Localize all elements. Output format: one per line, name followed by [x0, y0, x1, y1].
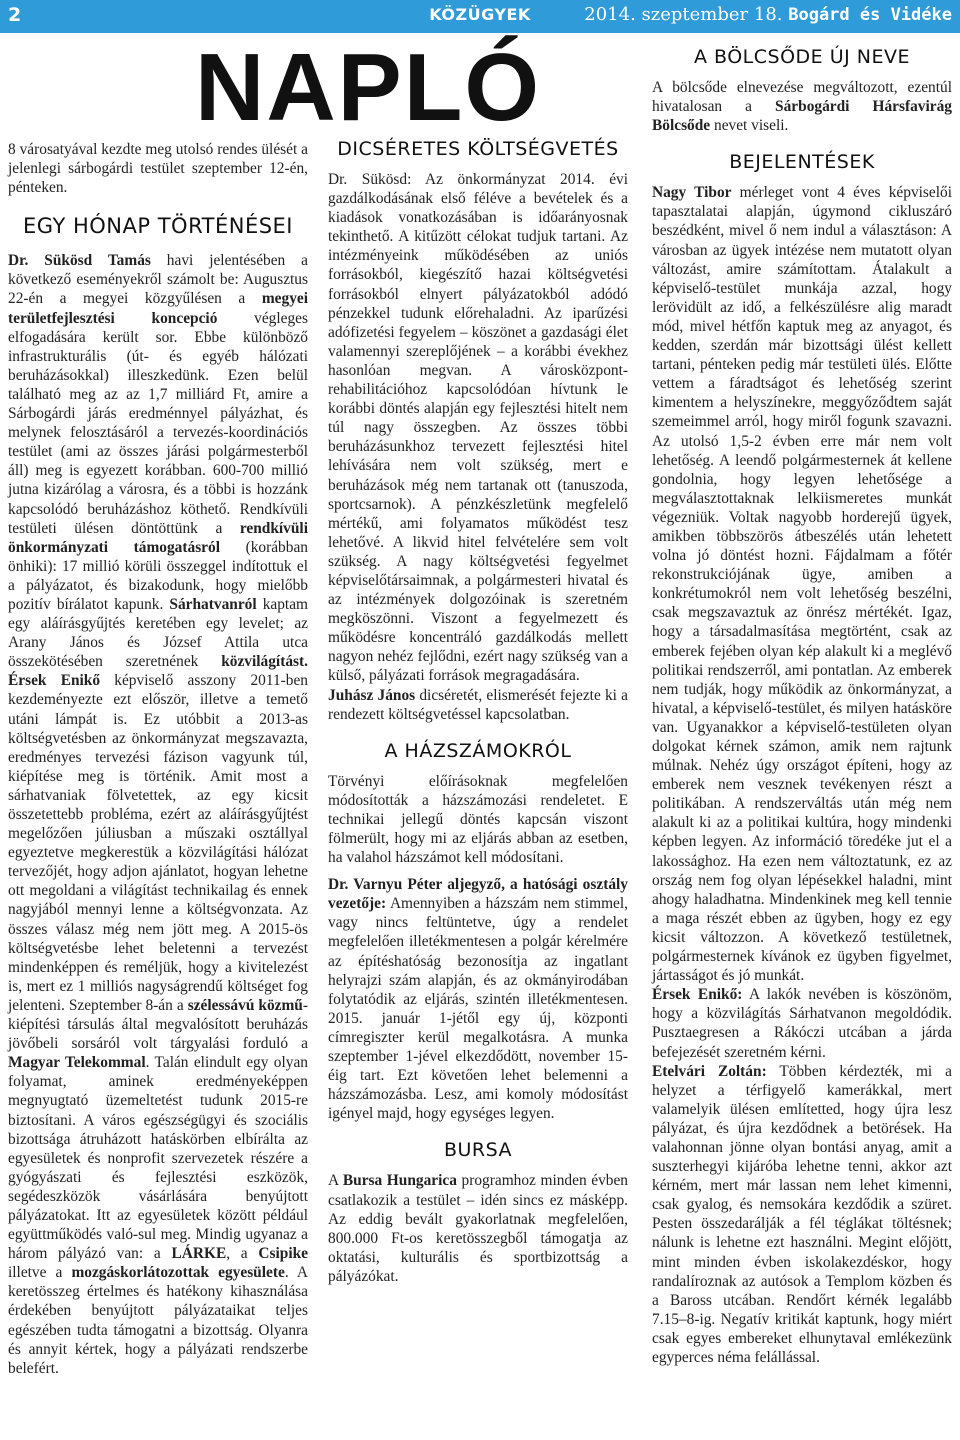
column-1: [8, 140, 308, 1378]
section-title: KÖZÜGYEK: [429, 5, 531, 24]
article-paragraph: Nagy Tibor mérleget vont 4 éves képviselői tapasztalatai alapján, úgymond cikluszáró beszédként, mivel ő nem indul a választáson: A városban az ügyek intézése nem mutatott olyan változást, amire számítottam. Átalakult a képviselő-testület munkája azzal, hogy lerövidült az idő, a felkészülésre alig maradt mód, mivel hétfőn kaptuk meg az anyagot, és kedden, szerdán már bizottsági ülést kellett tartani, pénteken pedig már testületi ülés. Előtte vettem a fáradtságot és lehetőség szerint kimentem a helyszínekre, meggyőződtem saját szemeimmel arról, hogy miről fogunk szavazni. Az utolsó 1,5-2 évben erre már nem volt lehetőség. A leendő polgármesternek át kellene gondolnia, hogy legyen lehetősége a megválasztottaknak lelkiismeretes munkát végezniük. Voltak nagyobb horderejű ügyek, amikben többszörös átbeszélés után lehetett volna jó döntést hozni. Fájdalmam a főtér rekonstrukciójának ügye, amiben a konkrétumokról nem volt lehetőség beszélni, csak megszavaztuk az önrész mértékét. Igaz, hogy a társadalmasítása megtörtént, csak az emberek fejében olyan kép alakult ki a meglévő politikai rendszerről, ami pontatlan. Az emberek nem tudják, hogy működik az önkormányzat, a hivatal, a képviselő-testület, és milyen hatásköre van. Ugyanakkor a képviselő-testületen olyan dolgokat kérnek számon, amik nem rajtunk múlnak. Nehéz úgy országot építeni, hogy az emberek nem vesznek tevékenyen részt a politikában. A rendszerváltás után még nem alakult ki az a politikai kultúra, hogy mindenki képben legyen. Az információ töredéke jut el a lakossághoz. Ha ezen nem változtatunk, ez az ország nem fog olyan lépésekkel haladni, mint ahogy haladhatna. Mindenkinek meg kell tennie a maga részét ebben az ügyben, hogy ez egy kicsit változzon. A következő testületnek, polgármesternek kívánok ez ügyben figyelmet, jártasságot és jó munkát.: [652, 184, 952, 985]
publication-name: Bogárd és Vidéke: [788, 5, 952, 25]
article-paragraph: A bölcsőde elnevezése megváltozott, ezentúl hivatalosan a Sárbogárdi Hársfavirág Bölcsőde nevet viseli.: [652, 79, 953, 135]
intro-paragraph: 8 városatyával kezdte meg utolsó rendes ülését a jelenlegi sárbogárdi testület szeptember 12-én, pénteken.: [8, 141, 308, 197]
article-paragraph: Etelvári Zoltán: Többen kérdezték, mi a helyzet a térfigyelő kamerákkal, mert valamelyik ülésen említetted, hogy újra lesz pályázat, és újra kezdődnek a betörések. Ha valahonnan jönne olyan bontási anyag, amit a suszterhegyi kijáróba lehetne tenni, akkor azt kérném, mert már lassan nem lehet kimenni, csak gyalog, és nemsokára kezdődik a szüret. Pesten összedarálják a fél téglákat töltésnek; nálunk is lehetne ezt használni. Megint előjött, mint minden évben iskolakezdéskor, hogy randalíroznak az autósok a Templom közben és a Baross utcában. Rendőrt kérnék legalább 7.15–8-ig. Negatív kritikát kaptunk, hogy miért csak egyes embereket elhunytaval emlékezünk egyperces néma felállással.: [652, 1062, 952, 1366]
article-paragraph: Dr. Sükösd Tamás havi jelentésében a következő eseményekről számolt be: Augusztus 22-én a megyei közgyűlésen a megyei területfejlesztési koncepció végleges elfogadására került sor. Ebbe különböző infrastrukturális (út- és egyéb hálózati beruházásokkal) illeszkedünk. Ezen belül található meg az az 1,7 milliárd Ft, amire a Sárbogárdi járás eredménnyel pályázhat, és melynek felosztásáról a tervezés-koordinációs testület (ami az összes járási polgármesterből áll) meg is egyezett korábban. 600-700 millió jutna kizárólag a városra, és a többi is hozzánk kapcsolódó beruházáshoz köthető. Rendkívüli testületi ülésen döntöttünk a rendkívüli önkormányzati támogatásról (korábban önhiki): 17 millió körüli összeggel indítottuk el a pályázatot, és bizakodunk, hogy mielőbb pozitív bírálatot kapunk. Sárhatvanról kaptam egy aláírásgyűjtés keretében egy levelet; az Arany János és József Attila utca összekötésében szeretnének közvilágítást. Érsek Enikő képviselő asszony 2011-ben kezdeményezte ezt először, illetve a temető utáni lámpát is. Ez utóbbit a 2013-as költségvetésben az önkormányzat megszavazta, eredményes tervezési fázison vagyunk túl, kiépítése meg is történik. Amit most a sárhatvaniak fölvetettek, az egy kicsit összetettebb probléma, ezért az aláírásgyűjtést megelőzően júliusban a műszaki osztállyal egyeztetve megkerestük a közvilágítási hálózat tervezőjét, hogy adjon ajánlatot, hogyan lehetne ott megoldani a világítást technikailag és ennek nagyjából mennyi lenne a költségvonzata. Az összes válasz még nem jött meg. A 2015-ös költségvetésbe lehet beletenni a tervezést mindenképpen és reméljük, hogy a kivitelezést is, mert ez 1 milliós nagyságrendű költséget fog jelenteni. Szeptember 8-án a szélessávú közmű-kiépítési társulás által megvalósított beruházás jövőbeli sorsáról volt tárgyalási forduló a Magyar Telekommal. Talán elindult egy olyan folyamat, aminek eredményeképpen megnyugtató üzemeltetést tudunk 2015-re biztosítani. A város egészségügyi és szociális bizottsága átruházott hatáskörben elbírálta az egyesületek és nonprofit szervezetek részére a gyógyászati és fejlesztési eszközök, segédeszközök vásárlására benyújtott pályázatokat. Itt az egyesületek között például együttműködés való-sul meg. Mindig ugyanaz a három pályázó van: a LÁRKE, a Csipike illetve a mozgáskorlátozottak egyesülete. A keretösszeg értelmes és hatékony kihasználása érdekében benyújtott pályázataikat teljes egészében tudta támogatni a bizottság. Olyanra és annyit kértek, hogy a pályázati rendszerbe belefért.: [8, 252, 309, 1377]
article-paragraph: A Bursa Hungarica programhoz minden évben csatlakozik a testület – idén sincs ez másképp. Az eddig bevált gyakorlatnak megfelelően, 800.000 Ft-os keretösszegből támogatja az oktatási, kulturális és sportbizottság a pályázókat.: [328, 1172, 628, 1285]
section-heading: BURSA: [443, 1139, 513, 1162]
article-paragraph: Dr. Sükösd: Az önkormányzat 2014. évi gazdálkodásának első féléve a bevételek és a kiadások vonatkozásában is időarányosnak tekinthető. A kitűzött célokat tudjuk tartani. Az intézményeink működésében az uniós forrásokból, kiegészítő hazai költségvetési forrásokból elnyert pályázatokból adódó pénzekkel tudunk előrehaladni. Az iparűzési adófizetési fegyelem – köszönet a gazdasági élet valamennyi szereplőjének – a korábbi évekhez hasonlóan megvan. A városközpont-rehabilitációhoz kapcsolódóan hívtunk le korábbi döntés alapján egy fejlesztési hitelt nem túl nagy összegben. Az összes többi beruházásunkhoz tervezett fejlesztési hitel lehívására nem volt szükség, mert e beruházások még nem tartanak ott (tanuszoda, sportcsarnok). A pénzkészletünk megfelelő mértékű, ami folyamatos működést tesz lehetővé. A likvid hitel felvételére sem volt szükség. A nagy költségvetési fegyelmet képviselőtársaimnak, a polgármesteri hivatal és az intézmények dolgozóinak is szeretném megköszönni. Viszont a fegyelmezett és működésre koncentráló gazdálkodás mellett nagyon nehéz fejlődni, ezért nagy szükség van a külső, pályázati források megragadására.: [328, 171, 628, 685]
page-header: [0, 0, 960, 33]
section-heading: BEJELENTÉSEK: [729, 151, 875, 174]
section-heading: DICSÉRETES KÖLTSÉGVETÉS: [337, 138, 619, 160]
column-2: [328, 136, 628, 1286]
column-3: [652, 44, 952, 1367]
section-heading: EGY HÓNAP TÖRTÉNÉSEI: [22, 214, 294, 239]
issue-date: 2014. szeptember 18.: [584, 4, 783, 25]
page-number: 2: [8, 4, 22, 26]
section-heading: A BÖLCSŐDE ÚJ NEVE: [693, 46, 910, 68]
masthead-title: NAPLÓ: [195, 34, 541, 141]
header-right: [584, 4, 952, 25]
article-paragraph: Érsek Enikő: A lakók nevében is köszönöm, hogy a közvilágítás Sárhatvanon megoldódik. Pusztaegresen a Rákóczi utcában a járda befejezését szeretném kérni.: [652, 986, 952, 1061]
article-paragraph: Dr. Varnyu Péter aljegyző, a hatósági osztály vezetője: Amennyiben a házszám nem stimmel, vagy nincs feltüntetve, úgy a rendelet megfelelően illetékmentesen a polgár kérelmére az építéshatóság bezonosítja az ingatlant helyrajzi szám alapján, és az okmányirodában folytatódik az eljárás, szintén illetékmentesen. 2015. január 1-jétől egy új, központi címregiszter kerül megalkotásra. A munka szeptember 1-jével elkezdődött, november 15-éig tart. Ezt követően lehet belemenni a házszámozásba. Lesz, ami komoly módosítást igényel majd, hogy egységes legyen.: [328, 876, 628, 1123]
article-paragraph: Juhász János dicséretét, elismerését fejezte ki a rendezett költségvetéssel kapcsolatban.: [328, 686, 628, 723]
section-heading: A HÁZSZÁMOKRÓL: [384, 739, 572, 762]
article-paragraph: Törvényi előírásoknak megfelelően módosították a házszámozási rendeletet. E technikai jellegű döntés kapcsán viszont fölmerült, hogy mi az eljárás abban az esetben, ha valahol házszámot kell módosítani.: [328, 772, 628, 867]
